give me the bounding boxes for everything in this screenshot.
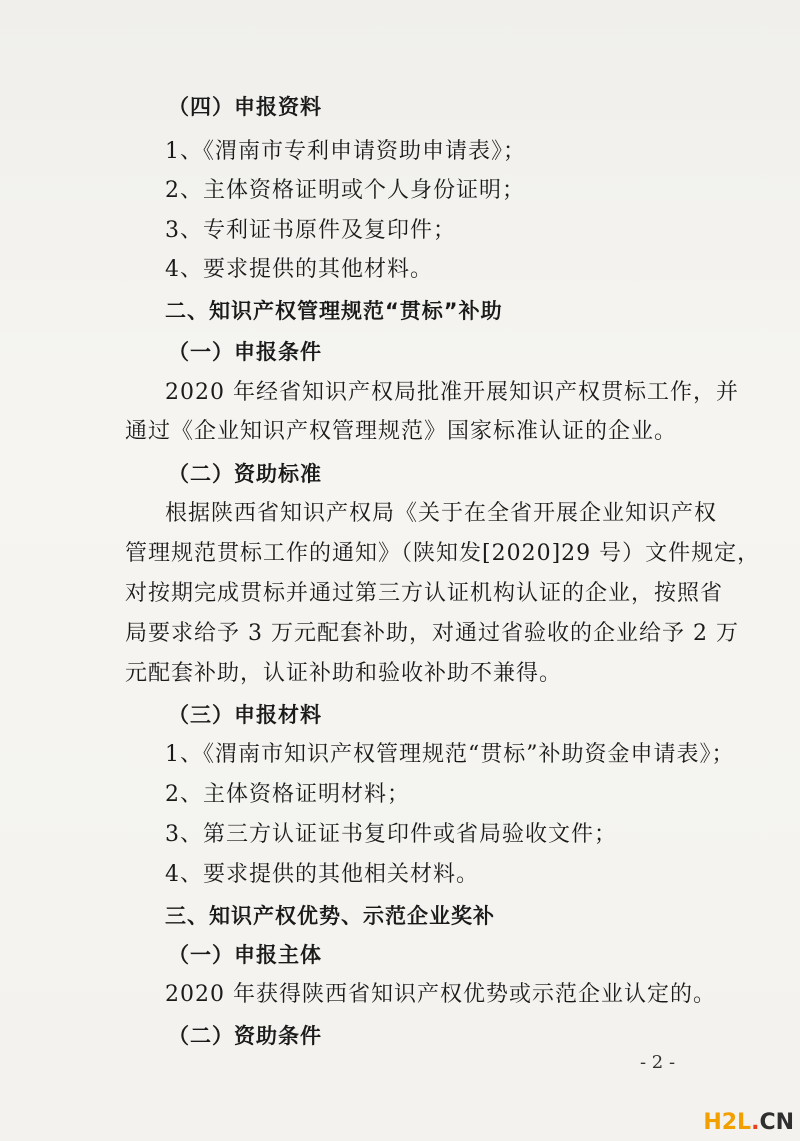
text-line: 2、主体资格证明材料； (165, 782, 410, 807)
text-line: 4、要求提供的其他相关材料。 (165, 862, 479, 887)
watermark-part-1: H2L (703, 1110, 752, 1135)
text-line: 局要求给予 3 万元配套补助，对通过省验收的企业给予 2 万 (125, 621, 739, 646)
section-heading: （二）资助标准 (168, 462, 322, 486)
text-line: 元配套补助，认证补助和验收补助不兼得。 (125, 661, 563, 686)
section-heading: （四）申报资料 (168, 95, 322, 119)
text-line: 3、第三方认证证书复印件或省局验收文件； (165, 822, 617, 847)
text-line: 3、专利证书原件及复印件； (165, 218, 456, 243)
text-line: 2020 年获得陕西省知识产权优势或示范企业认定的。 (165, 982, 716, 1007)
section-heading: 二、知识产权管理规范“贯标”补助 (165, 299, 503, 323)
section-heading: （三）申报材料 (168, 703, 322, 727)
section-heading: （一）申报条件 (168, 340, 322, 364)
text-line: 管理规范贯标工作的通知》（陕知发[2020]29 号）文件规定， (125, 541, 761, 566)
watermark-part-3: CN (759, 1110, 794, 1135)
text-line: 1、《渭南市专利申请资助申请表》； (165, 139, 526, 164)
text-line: 4、要求提供的其他材料。 (165, 257, 433, 282)
text-line: 2、主体资格证明或个人身份证明； (165, 178, 525, 203)
section-heading: （二）资助条件 (168, 1024, 322, 1048)
page-number: - 2 - (640, 1052, 676, 1073)
text-line: 2020 年经省知识产权局批准开展知识产权贯标工作，并 (165, 380, 739, 405)
section-heading: 三、知识产权优势、示范企业奖补 (165, 904, 495, 928)
text-line: 通过《企业知识产权管理规范》国家标准认证的企业。 (125, 419, 678, 444)
text-line: 1、《渭南市知识产权管理规范“贯标”补助资金申请表》； (165, 742, 735, 767)
text-line: 根据陕西省知识产权局《关于在全省开展企业知识产权 (165, 501, 718, 526)
section-heading: （一）申报主体 (168, 943, 322, 967)
watermark-part-2: . (751, 1110, 760, 1135)
text-line: 对按期完成贯标并通过第三方认证机构认证的企业，按照省 (125, 581, 724, 606)
site-watermark-logo (703, 1110, 794, 1135)
